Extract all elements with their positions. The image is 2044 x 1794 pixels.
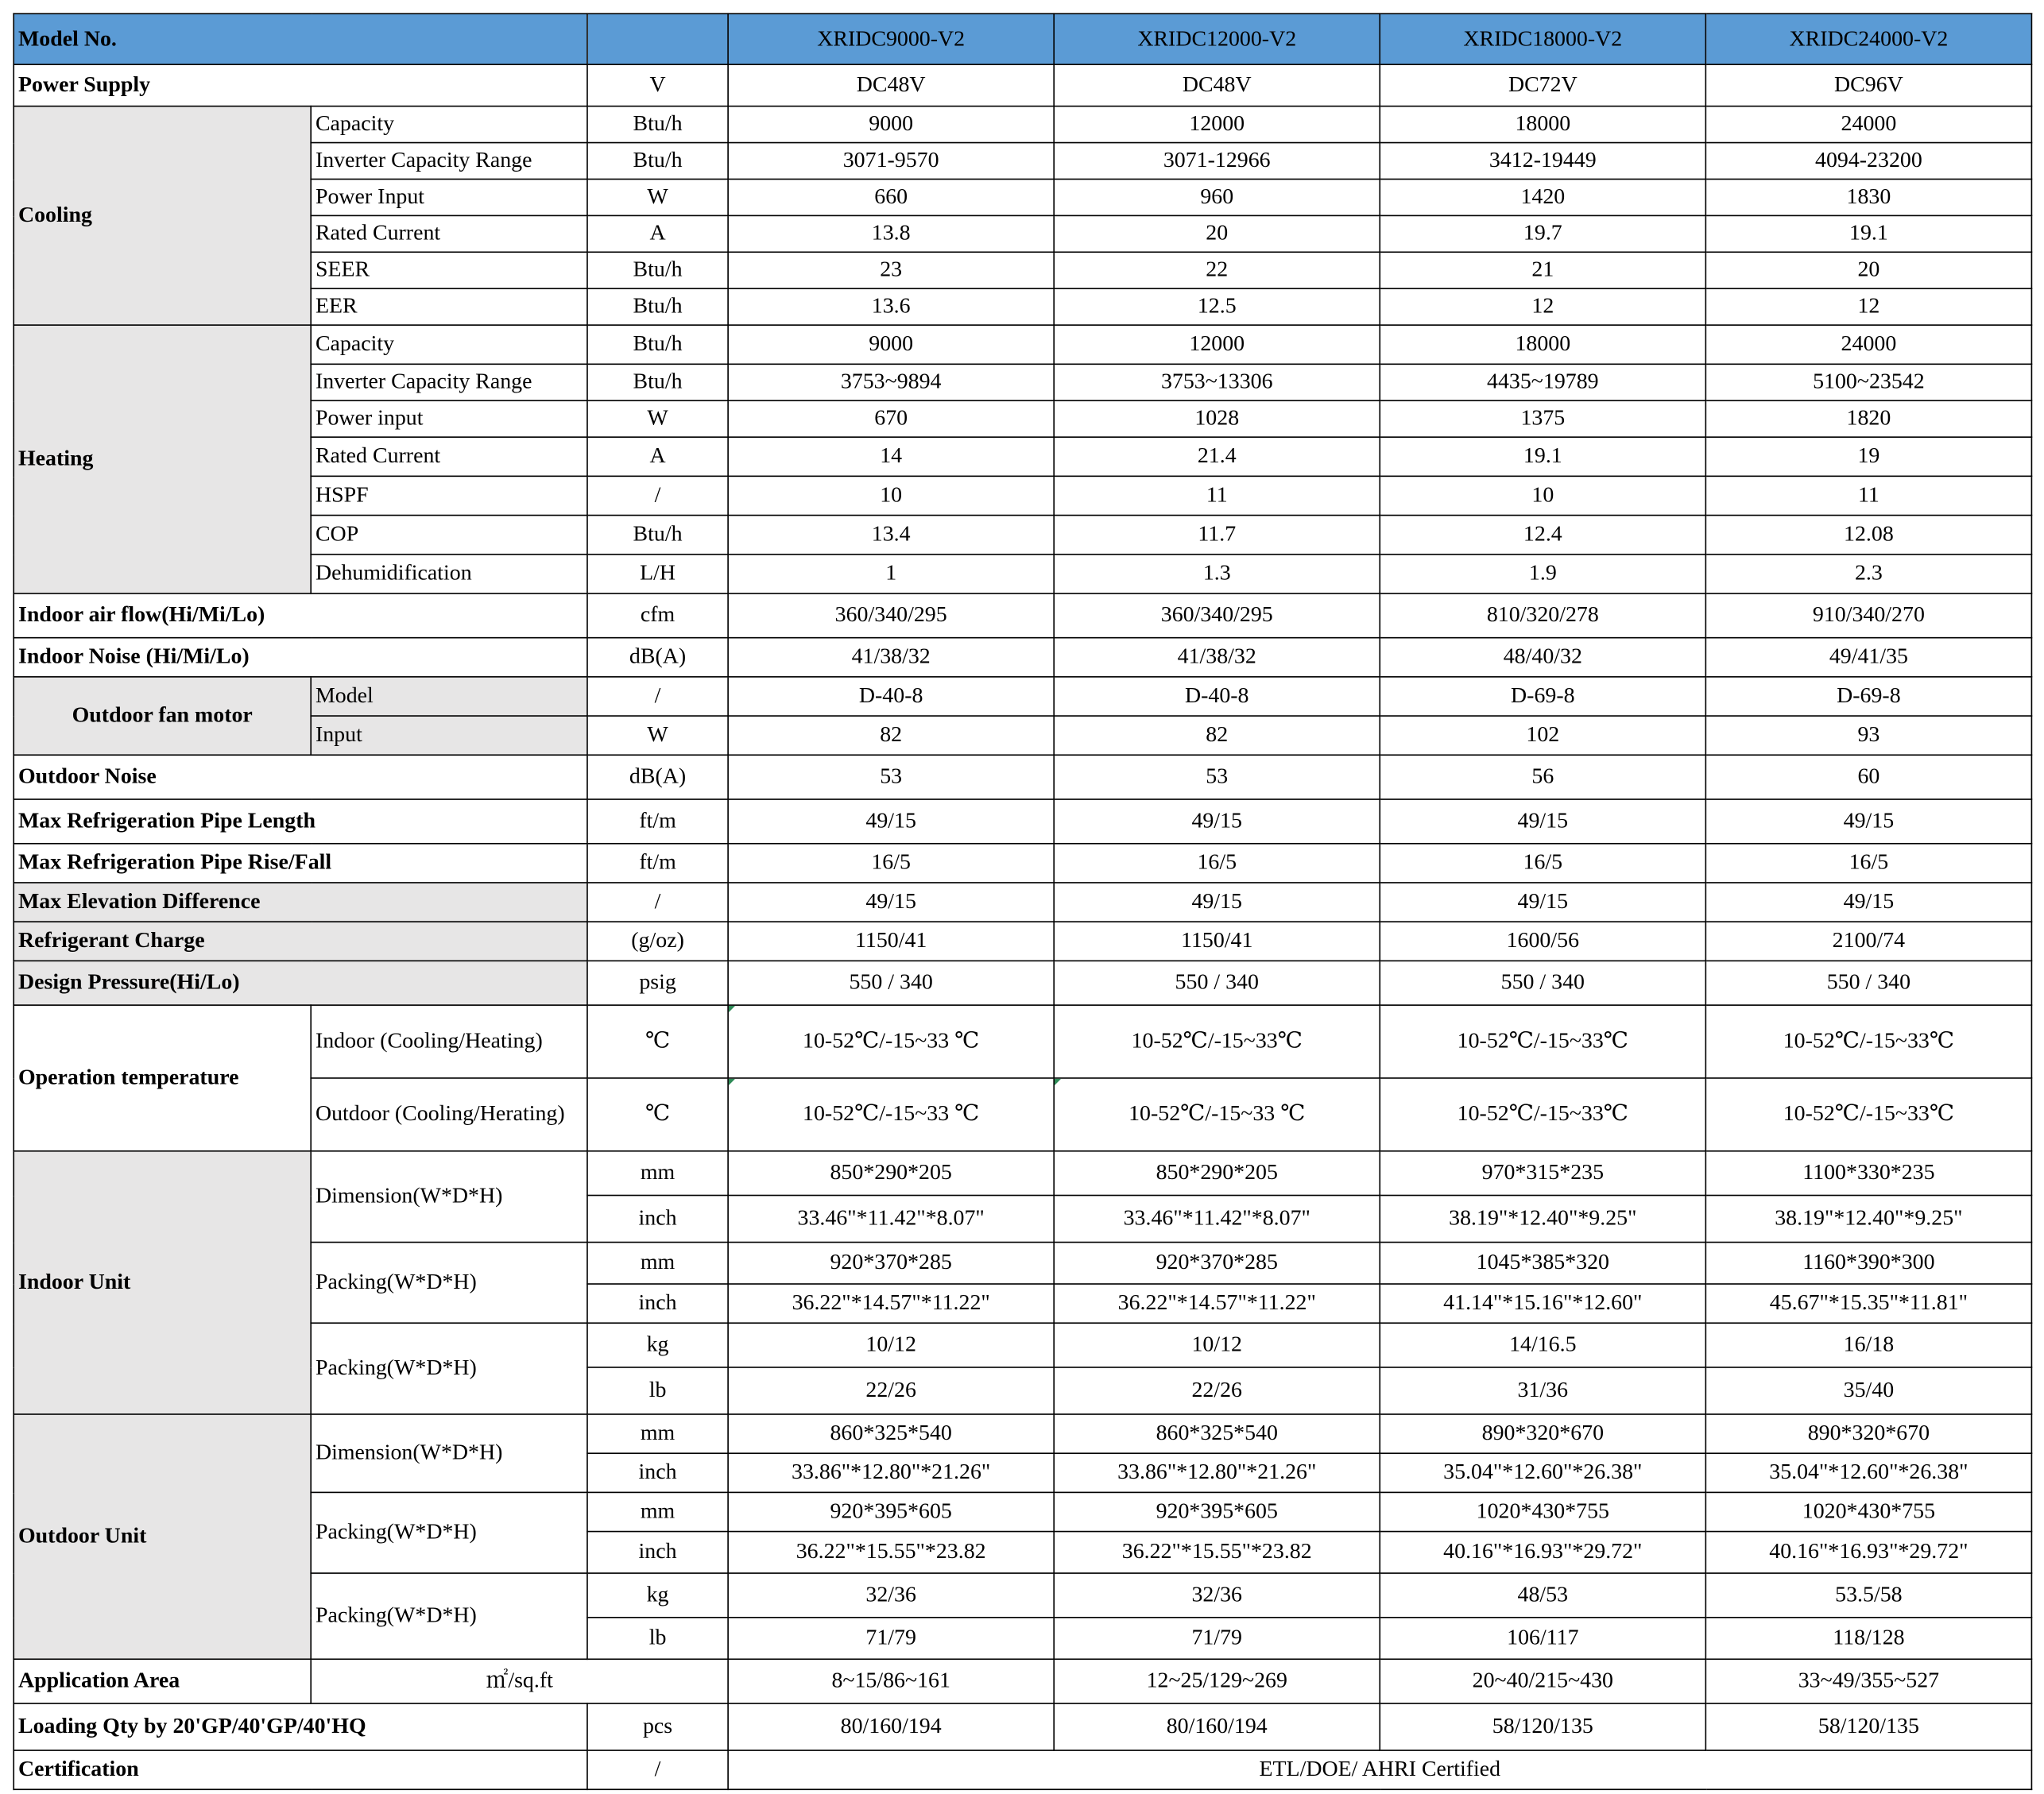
value-cell: 10-52℃/-15~33℃ <box>1705 1078 2031 1151</box>
value-cell: 11 <box>1054 476 1380 515</box>
value-cell: 56 <box>1380 755 1705 799</box>
value-cell: 41/38/32 <box>728 638 1054 677</box>
table-row <box>14 677 2031 716</box>
value-cell: 24000 <box>1705 325 2031 364</box>
table-row <box>14 799 2031 844</box>
unit-cell: ft/m <box>587 799 728 844</box>
unit-cell: L/H <box>587 555 728 593</box>
value-cell: 35.04"*12.60"*26.38" <box>1380 1453 1705 1492</box>
value-cell: 49/15 <box>728 883 1054 922</box>
table-row <box>14 638 2031 677</box>
table-row <box>14 179 2031 215</box>
value-cell: 36.22"*14.57"*11.22" <box>728 1284 1054 1323</box>
value-cell: 40.16"*16.93"*29.72" <box>1705 1532 2031 1573</box>
table-row <box>14 755 2031 799</box>
unit-cell: Btu/h <box>587 106 728 143</box>
value-cell: 670 <box>728 400 1054 437</box>
table-row <box>14 883 2031 922</box>
section-label-indoor-unit: Indoor Unit <box>14 1151 311 1414</box>
model-name: XRIDC24000-V2 <box>1705 14 2031 64</box>
value-cell: 550 / 340 <box>1380 961 1705 1005</box>
value-cell: 3753~9894 <box>728 364 1054 400</box>
value-cell: 10 <box>1380 476 1705 515</box>
value-cell: 3412-19449 <box>1380 143 1705 180</box>
model-no-label: Model No. <box>14 14 587 64</box>
unit-cell: W <box>587 179 728 215</box>
value-cell: 80/160/194 <box>728 1703 1054 1750</box>
section-label-operation-temp: Operation temperature <box>14 1005 311 1151</box>
value-cell: 970*315*235 <box>1380 1151 1705 1196</box>
value-cell: 38.19"*12.40"*9.25" <box>1380 1196 1705 1243</box>
table-row <box>14 64 2031 106</box>
param-label: Input <box>311 716 587 755</box>
value-cell: 93 <box>1705 716 2031 755</box>
value-cell: 5100~23542 <box>1705 364 2031 400</box>
value-cell: 860*325*540 <box>1054 1414 1380 1453</box>
value-cell: 12.5 <box>1054 288 1380 325</box>
unit-cell: ℃ <box>587 1078 728 1151</box>
value-cell: 660 <box>728 179 1054 215</box>
table-row <box>14 400 2031 437</box>
value-cell: 20~40/215~430 <box>1380 1659 1705 1703</box>
row-label: Application Area <box>14 1659 311 1703</box>
value-cell: 1150/41 <box>728 922 1054 961</box>
value-cell: 49/15 <box>1054 883 1380 922</box>
value-cell: 890*320*670 <box>1705 1414 2031 1453</box>
unit-cell: Btu/h <box>587 288 728 325</box>
value-cell: DC48V <box>728 64 1054 106</box>
param-label: Rated Current <box>311 215 587 252</box>
value-cell: 33~49/355~527 <box>1705 1659 2031 1703</box>
unit-cell: A <box>587 215 728 252</box>
value-cell: 3071-9570 <box>728 143 1054 180</box>
value-cell: 19.7 <box>1380 215 1705 252</box>
table-row <box>14 252 2031 288</box>
spec-table <box>13 13 2032 1790</box>
value-cell: 3753~13306 <box>1054 364 1380 400</box>
value-cell: 23 <box>728 252 1054 288</box>
value-cell: 1 <box>728 555 1054 593</box>
value-cell: 16/5 <box>1054 844 1380 883</box>
unit-cell: dB(A) <box>587 638 728 677</box>
value-cell: 1.3 <box>1054 555 1380 593</box>
value-cell: 13.8 <box>728 215 1054 252</box>
value-cell: 38.19"*12.40"*9.25" <box>1705 1196 2031 1243</box>
value-cell: 3071-12966 <box>1054 143 1380 180</box>
param-label: Power input <box>311 400 587 437</box>
table-row <box>14 325 2031 364</box>
value-cell: 41.14"*15.16"*12.60" <box>1380 1284 1705 1323</box>
unit-cell: Btu/h <box>587 364 728 400</box>
value-cell: 1160*390*300 <box>1705 1243 2031 1284</box>
value-cell: 14 <box>728 437 1054 476</box>
value-cell: 1020*430*755 <box>1705 1492 2031 1531</box>
value-cell: 58/120/135 <box>1380 1703 1705 1750</box>
value-cell: 49/15 <box>1380 883 1705 922</box>
value-cell: D-69-8 <box>1380 677 1705 716</box>
value-cell: 12~25/129~269 <box>1054 1659 1380 1703</box>
value-cell: 10-52℃/-15~33℃ <box>1054 1005 1380 1078</box>
unit-cell: psig <box>587 961 728 1005</box>
unit-cell: lb <box>587 1367 728 1414</box>
value-cell: 71/79 <box>728 1618 1054 1659</box>
value-cell: 102 <box>1380 716 1705 755</box>
value-cell: D-40-8 <box>1054 677 1380 716</box>
value-cell: 33.86"*12.80"*21.26" <box>728 1453 1054 1492</box>
value-cell: 1830 <box>1705 179 2031 215</box>
table-row <box>14 1750 2031 1789</box>
table-row <box>14 1151 2031 1196</box>
value-cell: 1020*430*755 <box>1380 1492 1705 1531</box>
value-cell: 48/40/32 <box>1380 638 1705 677</box>
unit-cell: inch <box>587 1284 728 1323</box>
unit-cell: lb <box>587 1618 728 1659</box>
value-cell: 48/53 <box>1380 1573 1705 1618</box>
value-cell: DC48V <box>1054 64 1380 106</box>
model-name: XRIDC18000-V2 <box>1380 14 1705 64</box>
value-cell: 49/15 <box>1054 799 1380 844</box>
value-cell: 2100/74 <box>1705 922 2031 961</box>
value-cell: 10-52℃/-15~33℃ <box>1380 1078 1705 1151</box>
table-row <box>14 516 2031 555</box>
value-cell: 1600/56 <box>1380 922 1705 961</box>
param-label: Packing(W*D*H) <box>311 1323 587 1414</box>
table-row <box>14 555 2031 593</box>
value-cell: 850*290*205 <box>1054 1151 1380 1196</box>
unit-cell: dB(A) <box>587 755 728 799</box>
param-label: Inverter Capacity Range <box>311 143 587 180</box>
section-label-fan-motor: Outdoor fan motor <box>14 677 311 755</box>
value-cell: 31/36 <box>1380 1367 1705 1414</box>
value-cell: 18000 <box>1380 106 1705 143</box>
value-cell: 19.1 <box>1705 215 2031 252</box>
value-cell: 10-52℃/-15~33℃ <box>1705 1005 2031 1078</box>
value-cell: 82 <box>1054 716 1380 755</box>
value-cell: 60 <box>1705 755 2031 799</box>
row-label: Indoor Noise (Hi/Mi/Lo) <box>14 638 587 677</box>
table-row <box>14 1078 2031 1151</box>
value-cell: 21 <box>1380 252 1705 288</box>
table-row <box>14 476 2031 515</box>
unit-cell: / <box>587 677 728 716</box>
row-label: Indoor air flow(Hi/Mi/Lo) <box>14 593 587 638</box>
value-cell: 860*325*540 <box>728 1414 1054 1453</box>
table-row <box>14 593 2031 638</box>
param-label: Packing(W*D*H) <box>311 1573 587 1659</box>
unit-cell: kg <box>587 1573 728 1618</box>
param-label: Indoor (Cooling/Heating) <box>311 1005 587 1078</box>
value-cell: 106/117 <box>1380 1618 1705 1659</box>
value-cell: 24000 <box>1705 106 2031 143</box>
unit-cell: Btu/h <box>587 252 728 288</box>
param-label: Model <box>311 677 587 716</box>
section-label-outdoor-unit: Outdoor Unit <box>14 1414 311 1659</box>
unit-cell: mm <box>587 1414 728 1453</box>
param-label: Power Input <box>311 179 587 215</box>
value-cell: DC96V <box>1705 64 2031 106</box>
value-cell: 22/26 <box>728 1367 1054 1414</box>
value-cell: 2.3 <box>1705 555 2031 593</box>
value-cell: D-40-8 <box>728 677 1054 716</box>
unit-cell: mm <box>587 1151 728 1196</box>
unit-cell: Btu/h <box>587 325 728 364</box>
value-cell: 11.7 <box>1054 516 1380 555</box>
param-label: Dimension(W*D*H) <box>311 1414 587 1492</box>
value-cell: 16/5 <box>728 844 1054 883</box>
value-cell: 13.4 <box>728 516 1054 555</box>
param-label: Rated Current <box>311 437 587 476</box>
value-cell: 12.4 <box>1380 516 1705 555</box>
value-cell: 11 <box>1705 476 2031 515</box>
value-cell: 33.46"*11.42"*8.07" <box>1054 1196 1380 1243</box>
value-cell: 910/340/270 <box>1705 593 2031 638</box>
certification-value: ETL/DOE/ AHRI Certified <box>728 1750 2031 1789</box>
value-cell: 22 <box>1054 252 1380 288</box>
value-cell: 960 <box>1054 179 1380 215</box>
value-cell: 40.16"*16.93"*29.72" <box>1380 1532 1705 1573</box>
row-label: Max Refrigeration Pipe Length <box>14 799 587 844</box>
param-label: Dimension(W*D*H) <box>311 1151 587 1243</box>
value-cell: 36.22"*15.55"*23.82 <box>1054 1532 1380 1573</box>
value-cell: 9000 <box>728 325 1054 364</box>
value-cell: 1045*385*320 <box>1380 1243 1705 1284</box>
value-cell: 36.22"*14.57"*11.22" <box>1054 1284 1380 1323</box>
unit-cell: / <box>587 883 728 922</box>
value-cell: 920*395*605 <box>1054 1492 1380 1531</box>
value-cell: 10-52℃/-15~33 ℃ <box>1054 1078 1380 1151</box>
value-cell: 32/36 <box>728 1573 1054 1618</box>
unit-cell: Btu/h <box>587 516 728 555</box>
unit-cell: V <box>587 64 728 106</box>
value-cell: 550 / 340 <box>1705 961 2031 1005</box>
model-name: XRIDC9000-V2 <box>728 14 1054 64</box>
unit-cell: Btu/h <box>587 143 728 180</box>
value-cell: 550 / 340 <box>1054 961 1380 1005</box>
value-cell: 118/128 <box>1705 1618 2031 1659</box>
header-row <box>14 14 2031 64</box>
unit-cell: inch <box>587 1532 728 1573</box>
value-cell: 33.46"*11.42"*8.07" <box>728 1196 1054 1243</box>
value-cell: 890*320*670 <box>1380 1414 1705 1453</box>
value-cell: 36.22"*15.55"*23.82 <box>728 1532 1054 1573</box>
value-cell: 360/340/295 <box>1054 593 1380 638</box>
value-cell: 10 <box>728 476 1054 515</box>
value-cell: 49/15 <box>1705 799 2031 844</box>
table-row <box>14 1573 2031 1618</box>
table-row <box>14 215 2031 252</box>
value-cell: 1100*330*235 <box>1705 1151 2031 1196</box>
value-cell: 10-52℃/-15~33 ℃ <box>728 1078 1054 1151</box>
value-cell: 810/320/278 <box>1380 593 1705 638</box>
unit-cell: (g/oz) <box>587 922 728 961</box>
param-label: SEER <box>311 252 587 288</box>
value-cell: 22/26 <box>1054 1367 1380 1414</box>
value-cell: 10-52℃/-15~33 ℃ <box>728 1005 1054 1078</box>
row-label: Max Refrigeration Pipe Rise/Fall <box>14 844 587 883</box>
table-row <box>14 844 2031 883</box>
row-label: Power Supply <box>14 64 587 106</box>
table-row <box>14 437 2031 476</box>
value-cell: 9000 <box>728 106 1054 143</box>
unit-cell: W <box>587 400 728 437</box>
param-label: Dehumidification <box>311 555 587 593</box>
model-name: XRIDC12000-V2 <box>1054 14 1380 64</box>
param-label: Capacity <box>311 106 587 143</box>
value-cell: 58/120/135 <box>1705 1703 2031 1750</box>
row-label: Loading Qty by 20'GP/40'GP/40'HQ <box>14 1703 587 1750</box>
unit-cell: inch <box>587 1453 728 1492</box>
value-cell: 4094-23200 <box>1705 143 2031 180</box>
value-cell: 12000 <box>1054 325 1380 364</box>
value-cell: 850*290*205 <box>728 1151 1054 1196</box>
value-cell: 41/38/32 <box>1054 638 1380 677</box>
value-cell: 19.1 <box>1380 437 1705 476</box>
param-label: Outdoor (Cooling/Herating) <box>311 1078 587 1151</box>
table-row <box>14 961 2031 1005</box>
param-label: Capacity <box>311 325 587 364</box>
value-cell: 550 / 340 <box>728 961 1054 1005</box>
value-cell: 920*370*285 <box>728 1243 1054 1284</box>
value-cell: 49/15 <box>1380 799 1705 844</box>
value-cell: 1150/41 <box>1054 922 1380 961</box>
unit-cell: ㎡/sq.ft <box>311 1659 728 1703</box>
unit-cell: A <box>587 437 728 476</box>
value-cell: 1.9 <box>1380 555 1705 593</box>
value-cell: 1820 <box>1705 400 2031 437</box>
value-cell: 49/15 <box>728 799 1054 844</box>
unit-cell: / <box>587 1750 728 1789</box>
unit-cell: mm <box>587 1243 728 1284</box>
value-cell: 53 <box>1054 755 1380 799</box>
table-row <box>14 288 2031 325</box>
value-cell: 35/40 <box>1705 1367 2031 1414</box>
value-cell: 45.67"*15.35"*11.81" <box>1705 1284 2031 1323</box>
row-label: Outdoor Noise <box>14 755 587 799</box>
unit-cell: ft/m <box>587 844 728 883</box>
value-cell: 18000 <box>1380 325 1705 364</box>
value-cell: 1420 <box>1380 179 1705 215</box>
table-row <box>14 716 2031 755</box>
param-label: HSPF <box>311 476 587 515</box>
value-cell: 10-52℃/-15~33℃ <box>1380 1005 1705 1078</box>
value-cell: DC72V <box>1380 64 1705 106</box>
unit-cell: pcs <box>587 1703 728 1750</box>
value-cell: D-69-8 <box>1705 677 2031 716</box>
table-row <box>14 1492 2031 1531</box>
table-row <box>14 1323 2031 1367</box>
table-row <box>14 1659 2031 1703</box>
value-cell: 1375 <box>1380 400 1705 437</box>
value-cell: 49/41/35 <box>1705 638 2031 677</box>
value-cell: 10/12 <box>1054 1323 1380 1367</box>
table-row <box>14 1703 2031 1750</box>
table-row <box>14 143 2031 180</box>
value-cell: 16/5 <box>1380 844 1705 883</box>
value-cell: 16/18 <box>1705 1323 2031 1367</box>
unit-cell: inch <box>587 1196 728 1243</box>
value-cell: 53.5/58 <box>1705 1573 2031 1618</box>
table-row <box>14 922 2031 961</box>
value-cell: 71/79 <box>1054 1618 1380 1659</box>
table-row <box>14 364 2031 400</box>
value-cell: 12000 <box>1054 106 1380 143</box>
section-label-heating: Heating <box>14 325 311 593</box>
param-label: EER <box>311 288 587 325</box>
row-label: Refrigerant Charge <box>14 922 587 961</box>
unit-cell: cfm <box>587 593 728 638</box>
param-label: Packing(W*D*H) <box>311 1492 587 1573</box>
unit-cell: W <box>587 716 728 755</box>
value-cell: 4435~19789 <box>1380 364 1705 400</box>
value-cell: 12.08 <box>1705 516 2031 555</box>
value-cell: 360/340/295 <box>728 593 1054 638</box>
unit-cell: mm <box>587 1492 728 1531</box>
value-cell: 82 <box>728 716 1054 755</box>
table-row <box>14 106 2031 143</box>
value-cell: 20 <box>1054 215 1380 252</box>
row-label: Max Elevation Difference <box>14 883 587 922</box>
unit-cell: kg <box>587 1323 728 1367</box>
value-cell: 20 <box>1705 252 2031 288</box>
value-cell: 920*395*605 <box>728 1492 1054 1531</box>
unit-cell: / <box>587 476 728 515</box>
value-cell: 49/15 <box>1705 883 2031 922</box>
value-cell: 12 <box>1705 288 2031 325</box>
value-cell: 12 <box>1380 288 1705 325</box>
value-cell: 8~15/86~161 <box>728 1659 1054 1703</box>
table-row <box>14 1414 2031 1453</box>
value-cell: 14/16.5 <box>1380 1323 1705 1367</box>
value-cell: 1028 <box>1054 400 1380 437</box>
value-cell: 80/160/194 <box>1054 1703 1380 1750</box>
header-unit-cell <box>587 14 728 64</box>
table-row <box>14 1005 2031 1078</box>
value-cell: 32/36 <box>1054 1573 1380 1618</box>
value-cell: 33.86"*12.80"*21.26" <box>1054 1453 1380 1492</box>
section-label-cooling: Cooling <box>14 106 311 325</box>
param-label: Packing(W*D*H) <box>311 1243 587 1324</box>
row-label: Design Pressure(Hi/Lo) <box>14 961 587 1005</box>
value-cell: 19 <box>1705 437 2031 476</box>
value-cell: 16/5 <box>1705 844 2031 883</box>
param-label: Inverter Capacity Range <box>311 364 587 400</box>
value-cell: 10/12 <box>728 1323 1054 1367</box>
value-cell: 53 <box>728 755 1054 799</box>
value-cell: 21.4 <box>1054 437 1380 476</box>
row-label: Certification <box>14 1750 587 1789</box>
value-cell: 35.04"*12.60"*26.38" <box>1705 1453 2031 1492</box>
value-cell: 13.6 <box>728 288 1054 325</box>
unit-cell: ℃ <box>587 1005 728 1078</box>
value-cell: 920*370*285 <box>1054 1243 1380 1284</box>
table-row <box>14 1243 2031 1284</box>
param-label: COP <box>311 516 587 555</box>
